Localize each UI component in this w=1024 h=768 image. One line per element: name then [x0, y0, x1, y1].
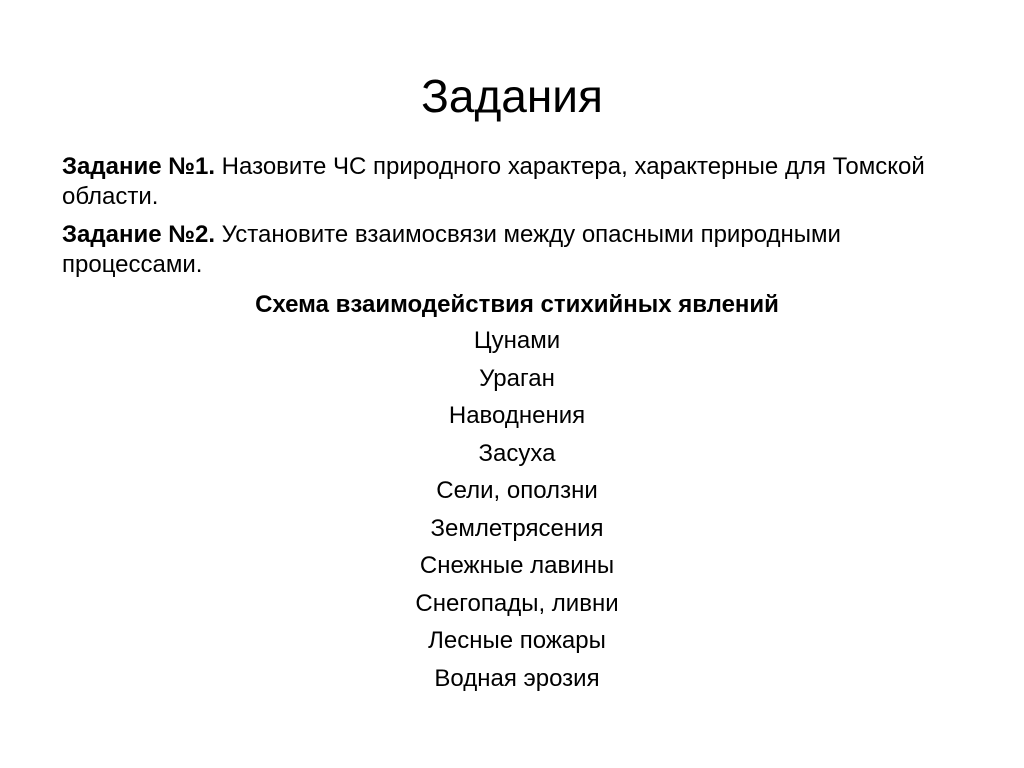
task-2-label: Задание №2.: [62, 221, 215, 248]
slide-content: [62, 152, 972, 697]
task-1-text: Назовите ЧС природного характера, характерные для Томской области.: [62, 153, 925, 210]
task-2: [62, 220, 972, 280]
phenomenon-item: Снегопады, ливни: [415, 589, 619, 617]
phenomenon-item: Лесные пожары: [428, 627, 606, 654]
task-1: [62, 152, 972, 212]
phenomenon-item: Засуха: [478, 439, 556, 467]
phenomenon-item: Наводнения: [448, 402, 586, 429]
task-1-label: Задание №1.: [62, 153, 215, 180]
phenomenon-item: Водная эрозия: [434, 664, 600, 692]
phenomenon-item: Сели, оползни: [436, 477, 598, 504]
scheme-title: Схема взаимодействия стихийных явлений: [255, 291, 779, 318]
phenomena-list: [62, 322, 972, 697]
phenomenon-item: Снежные лавины: [419, 552, 615, 579]
slide-title: Задания: [421, 70, 603, 122]
phenomenon-item: Цунами: [473, 327, 561, 354]
task-2-text: Установите взаимосвязи между опасными природными процессами.: [62, 221, 841, 278]
phenomenon-item: Землетрясения: [430, 514, 604, 542]
phenomenon-item: Ураган: [479, 364, 555, 392]
